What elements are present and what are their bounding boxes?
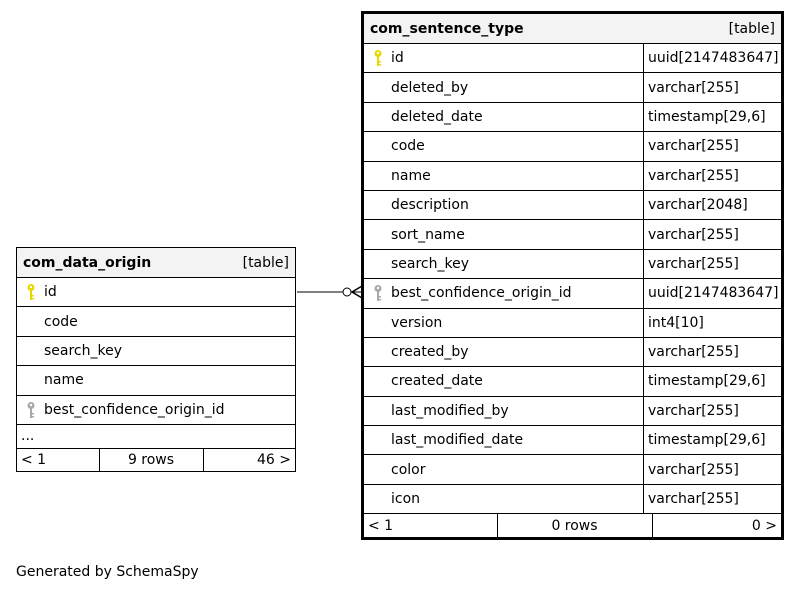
column-name: name <box>391 167 431 184</box>
column-row[interactable] <box>17 395 295 424</box>
column-row[interactable] <box>364 219 781 248</box>
footer-prev[interactable]: < 1 <box>21 451 47 468</box>
column-type: varchar[255] <box>648 226 739 243</box>
column-name: created_date <box>391 373 483 390</box>
column-name: best_confidence_origin_id <box>391 285 572 302</box>
column-row[interactable] <box>17 306 295 335</box>
column-name: description <box>391 197 469 214</box>
footer-rows: 9 rows <box>127 451 175 468</box>
column-type: timestamp[29,6] <box>648 108 766 125</box>
column-name: icon <box>391 491 421 508</box>
ellipsis: ... <box>21 428 35 445</box>
column-name: version <box>391 314 443 331</box>
generated-by-label: Generated by SchemaSpy <box>16 564 199 580</box>
column-row[interactable] <box>364 425 781 454</box>
table-com-data-origin[interactable] <box>16 247 296 472</box>
column-type: varchar[255] <box>648 167 739 184</box>
column-name: id <box>391 50 404 67</box>
column-type: varchar[255] <box>648 79 739 96</box>
column-name: code <box>391 138 425 155</box>
column-row[interactable] <box>364 72 781 101</box>
column-row[interactable] <box>364 43 781 72</box>
foreign-key-icon <box>25 401 37 419</box>
column-row[interactable] <box>364 131 781 160</box>
column-row[interactable] <box>17 336 295 365</box>
column-row[interactable] <box>364 161 781 190</box>
footer-prev[interactable]: < 1 <box>368 517 394 534</box>
column-name: created_by <box>391 344 469 361</box>
table-header <box>364 14 781 43</box>
column-type: timestamp[29,6] <box>648 432 766 449</box>
column-type: timestamp[29,6] <box>648 373 766 390</box>
table-name: com_data_origin <box>23 254 152 271</box>
column-name: search_key <box>391 255 470 272</box>
footer-next[interactable]: 46 > <box>257 451 291 468</box>
column-name: sort_name <box>391 226 465 243</box>
foreign-key-icon <box>372 284 384 302</box>
column-row[interactable] <box>364 454 781 483</box>
column-row[interactable] <box>364 484 781 513</box>
more-columns-row <box>17 424 295 448</box>
table-type-label: [table] <box>728 20 775 37</box>
zero-cardinality-marker <box>343 288 351 296</box>
table-com-sentence-type[interactable] <box>361 11 784 540</box>
column-row[interactable] <box>364 366 781 395</box>
footer-next[interactable]: 0 > <box>751 517 777 534</box>
column-name: color <box>391 461 426 478</box>
primary-key-icon <box>25 283 37 301</box>
column-type: varchar[255] <box>648 138 739 155</box>
column-type: varchar[255] <box>648 255 739 272</box>
column-row[interactable] <box>364 337 781 366</box>
table-footer <box>364 513 781 537</box>
column-name: deleted_date <box>391 108 483 125</box>
table-header <box>17 248 295 277</box>
table-type-label: [table] <box>242 254 289 271</box>
column-type: varchar[255] <box>648 491 739 508</box>
column-name: last_modified_by <box>391 402 509 419</box>
column-type: uuid[2147483647] <box>648 50 779 67</box>
column-row[interactable] <box>364 308 781 337</box>
column-row[interactable] <box>364 278 781 307</box>
footer-rows: 0 rows <box>551 517 598 534</box>
column-name: id <box>44 284 57 301</box>
column-row[interactable] <box>364 249 781 278</box>
table-footer <box>17 448 295 471</box>
column-type: varchar[255] <box>648 461 739 478</box>
column-type: uuid[2147483647] <box>648 285 779 302</box>
column-row[interactable] <box>364 190 781 219</box>
column-row[interactable] <box>17 365 295 394</box>
column-name: code <box>44 313 78 330</box>
column-type: varchar[255] <box>648 344 739 361</box>
column-type: varchar[2048] <box>648 197 748 214</box>
column-type: varchar[255] <box>648 402 739 419</box>
column-row[interactable] <box>364 102 781 131</box>
column-name: name <box>44 372 84 389</box>
table-name: com_sentence_type <box>370 20 524 37</box>
column-type: int4[10] <box>648 314 704 331</box>
column-name: search_key <box>44 342 123 359</box>
column-row[interactable] <box>364 396 781 425</box>
primary-key-icon <box>372 49 384 67</box>
column-name: last_modified_date <box>391 432 524 449</box>
column-name: best_confidence_origin_id <box>44 401 225 418</box>
column-row[interactable] <box>17 277 295 306</box>
column-name: deleted_by <box>391 79 469 96</box>
